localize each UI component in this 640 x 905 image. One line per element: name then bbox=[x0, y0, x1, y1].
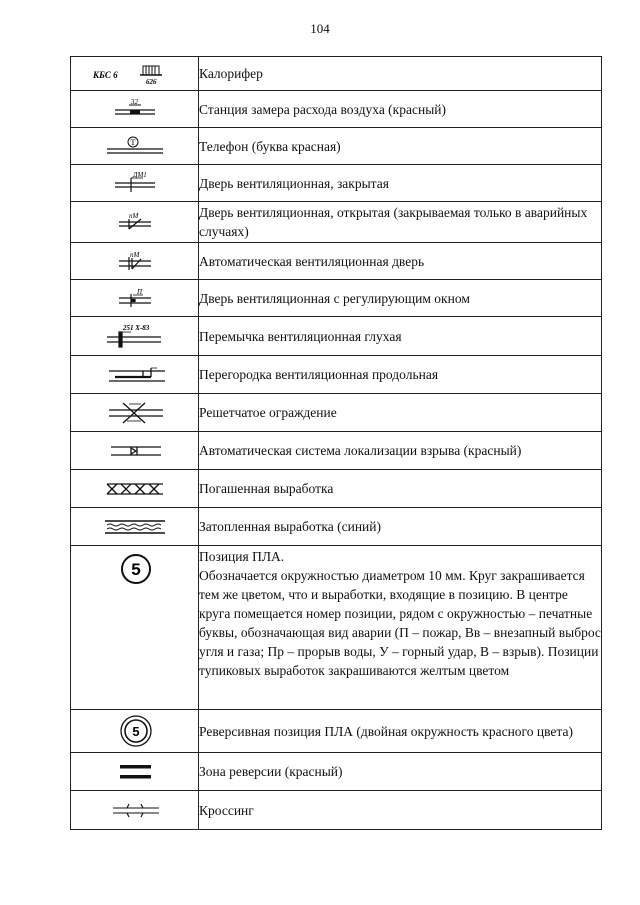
symbol-cell bbox=[71, 470, 199, 508]
table-row bbox=[71, 546, 602, 710]
pla-position-icon bbox=[85, 552, 185, 586]
description-cell: Кроссинг bbox=[199, 791, 602, 830]
table-row bbox=[71, 317, 602, 356]
svg-text:5: 5 bbox=[131, 724, 140, 739]
page-number: 104 bbox=[310, 21, 330, 36]
extinct-working-icon bbox=[85, 475, 185, 503]
symbol-cell bbox=[71, 753, 199, 791]
description-cell: Реверсивная позиция ПЛА (двойная окружность красного цвета) bbox=[199, 710, 602, 753]
partition-icon bbox=[85, 361, 185, 389]
svg-text:пМ: пМ bbox=[128, 212, 138, 220]
table-row bbox=[71, 753, 602, 791]
description-cell: Дверь вентиляционная, закрытая bbox=[199, 165, 602, 202]
symbol-cell bbox=[71, 165, 199, 202]
position-title: Позиция ПЛА. bbox=[199, 549, 285, 564]
description-cell: Зона реверсии (красный) bbox=[199, 753, 602, 791]
reverse-position-icon bbox=[85, 713, 185, 749]
table-row bbox=[71, 128, 602, 165]
description-cell: Решетчатое ограждение bbox=[199, 394, 602, 432]
svg-text:5: 5 bbox=[130, 560, 141, 579]
symbol-cell bbox=[71, 508, 199, 546]
legend-table bbox=[70, 56, 602, 830]
table-row bbox=[71, 243, 602, 280]
bulkhead-icon bbox=[85, 321, 185, 351]
table-row bbox=[71, 356, 602, 394]
description-cell: Погашенная выработка bbox=[199, 470, 602, 508]
position-description: Обозначается окружностью диаметром 10 мм. Круг закрашивается тем же цветом, что и выработки, входящие в позицию. В центре круга помещается номер позиции, рядом с окружностью – печатные буквы, обозначающая вид аварии (П – пожар, Вв – внезапный выброс угля и газа; Пр – прорыв воды, У – горный удар, В – взрыв). Позиции тупиковых выработок закрашиваются желтым цветом bbox=[199, 568, 601, 678]
description-cell: Телефон (буква красная) bbox=[199, 128, 602, 165]
svg-text:626: 626 bbox=[145, 77, 156, 86]
svg-text:32: 32 bbox=[130, 98, 138, 106]
reversal-zone-icon bbox=[85, 758, 185, 786]
table-row bbox=[71, 470, 602, 508]
phone-icon bbox=[85, 132, 185, 160]
symbol-cell bbox=[71, 128, 199, 165]
door-closed-icon bbox=[85, 168, 185, 198]
table-row bbox=[71, 791, 602, 830]
table-row bbox=[71, 508, 602, 546]
symbol-cell bbox=[71, 432, 199, 470]
description-cell: Дверь вентиляционная с регулирующим окном bbox=[199, 280, 602, 317]
symbol-cell bbox=[71, 710, 199, 753]
description-cell: Дверь вентиляционная, открытая (закрываемая только в аварийных случаях) bbox=[199, 202, 602, 243]
table-row bbox=[71, 432, 602, 470]
table-row bbox=[71, 57, 602, 91]
grate-icon bbox=[85, 399, 185, 427]
heater-icon bbox=[85, 61, 185, 87]
table-row bbox=[71, 202, 602, 243]
table-row bbox=[71, 165, 602, 202]
description-cell: Станция замера расхода воздуха (красный) bbox=[199, 91, 602, 128]
table-row bbox=[71, 280, 602, 317]
svg-text:пМ: пМ bbox=[129, 251, 139, 259]
auto-door-icon bbox=[85, 247, 185, 275]
symbol-cell bbox=[71, 91, 199, 128]
table-row bbox=[71, 91, 602, 128]
description-cell bbox=[199, 546, 602, 710]
crossing-icon bbox=[85, 796, 185, 824]
symbol-cell bbox=[71, 57, 199, 91]
symbol-cell bbox=[71, 317, 199, 356]
description-cell: Калорифер bbox=[199, 57, 602, 91]
svg-text:251 Х-83: 251 Х-83 bbox=[122, 324, 149, 332]
description-cell: Перемычка вентиляционная глухая bbox=[199, 317, 602, 356]
window-door-icon bbox=[85, 284, 185, 312]
flooded-working-icon bbox=[85, 513, 185, 541]
svg-text:П: П bbox=[136, 288, 142, 296]
symbol-cell bbox=[71, 280, 199, 317]
symbol-cell bbox=[71, 791, 199, 830]
svg-text:Т: Т bbox=[130, 138, 135, 147]
description-cell: Перегородка вентиляционная продольная bbox=[199, 356, 602, 394]
table-row bbox=[71, 710, 602, 753]
description-cell: Автоматическая вентиляционная дверь bbox=[199, 243, 602, 280]
symbol-cell bbox=[71, 243, 199, 280]
description-cell: Автоматическая система локализации взрыва (красный) bbox=[199, 432, 602, 470]
air-station-icon bbox=[85, 95, 185, 123]
symbol-cell bbox=[71, 356, 199, 394]
door-open-icon bbox=[85, 207, 185, 237]
symbol-cell bbox=[71, 546, 199, 710]
symbol-cell bbox=[71, 202, 199, 243]
symbol-cell bbox=[71, 394, 199, 432]
description-cell: Затопленная выработка (синий) bbox=[199, 508, 602, 546]
table-row bbox=[71, 394, 602, 432]
explosion-system-icon bbox=[85, 437, 185, 465]
svg-text:КБС 6: КБС 6 bbox=[92, 69, 118, 80]
svg-text:ДМ1: ДМ1 bbox=[132, 171, 147, 179]
